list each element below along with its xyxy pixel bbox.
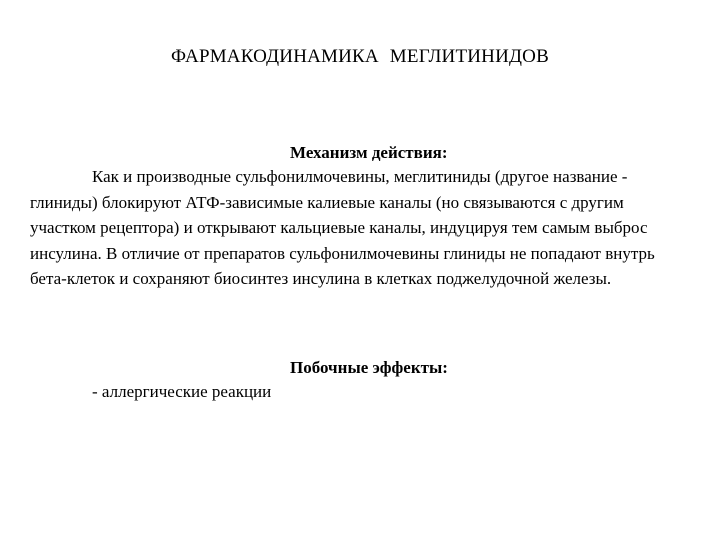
side-effect-item: - аллергические реакции bbox=[92, 382, 272, 401]
mechanism-body-text: Как и производные сульфонилмочевины, меглитиниды (другое название - глиниды) блокируют АТФ-зависимые калиевые каналы (но связываются с другим участком рецептора) и открывают кальциевые каналы, индуцируя тем самым выброс инсулина. В отличие от препаратов сульфонилмочевины глиниды не попадают внутрь бета-клеток и сохраняют биосинтез инсулина в клетках поджелудочной железы. bbox=[30, 167, 655, 288]
mechanism-heading: Механизм действия: bbox=[290, 143, 448, 162]
side-effects-heading: Побочные эффекты: bbox=[290, 358, 448, 377]
slide-title: ФАРМАКОДИНАМИКА МЕГЛИТИНИДОВ bbox=[171, 46, 549, 67]
side-effects-list bbox=[92, 382, 271, 402]
